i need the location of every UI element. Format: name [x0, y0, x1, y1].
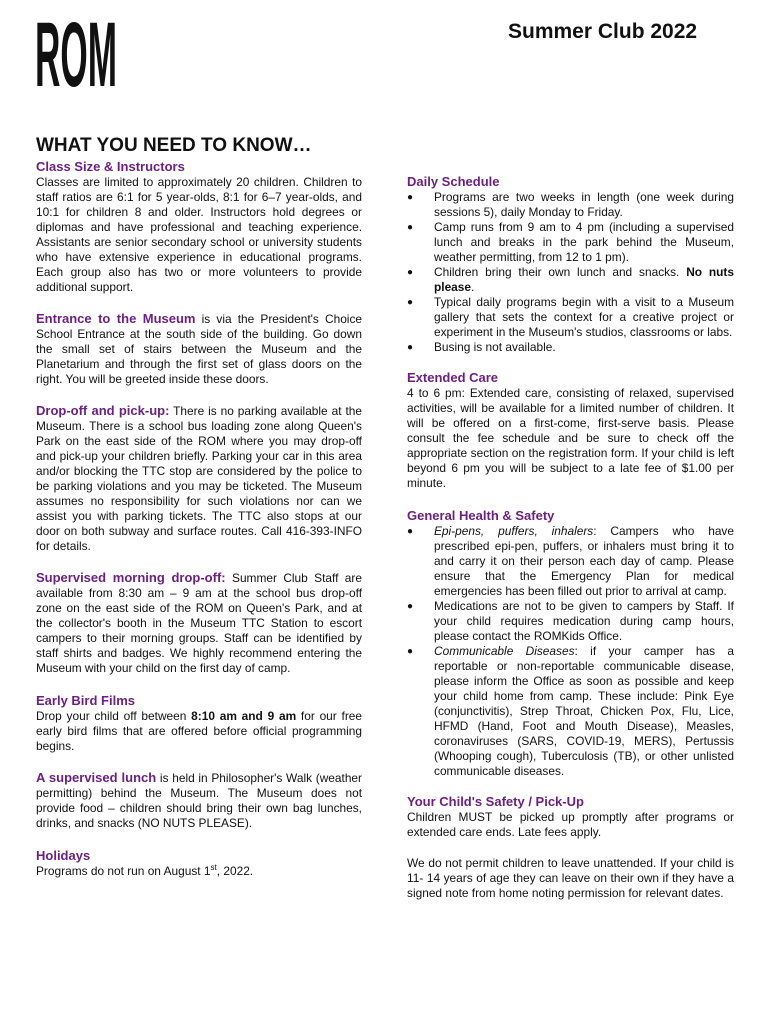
list-item-text: Programs are two weeks in length (one week during sessions 5), daily Monday to Friday. [434, 190, 734, 219]
child-safety-text-2: We do not permit children to leave unattended. If your child is 11- 14 years of age they can leave on their own if they have a signed note from home noting permission for relevant dates. [407, 856, 734, 900]
supervised-morning-lead: Supervised morning drop-off: [36, 570, 226, 585]
list-item [407, 340, 734, 355]
no-nuts-emphasis: No nuts please [434, 265, 734, 294]
list-item-label: Communicable Diseases [434, 644, 575, 658]
bullet-icon: ● [407, 526, 414, 537]
list-item [407, 265, 734, 295]
holidays-text [36, 864, 362, 879]
list-item [407, 524, 734, 599]
list-item [407, 220, 734, 265]
list-item [407, 190, 734, 220]
rom-logo [34, 4, 118, 106]
entrance-text: is via the President's Choice School Entrance at the south side of the building. Go down the small set of stairs between the Museum and the Planetarium and through the first set of glass doors on the right. You will be greeted inside these doors. [36, 312, 363, 386]
list-item-text: Typical daily programs begin with a visit to a Museum gallery that sets the context for a creative project or experiment in the Museum's studios, classrooms or labs. [434, 295, 734, 339]
early-bird-text [36, 709, 362, 754]
child-safety-text-1: Children MUST be picked up promptly after programs or extended care ends. Late fees apply. [407, 810, 734, 839]
list-item [407, 644, 734, 779]
section-heading-early-bird: Early Bird Films [36, 693, 135, 708]
document-title: Summer Club 2022 [508, 20, 698, 43]
entrance-paragraph [36, 311, 362, 387]
rom-logo-text: ROM [35, 4, 117, 106]
extended-care-text: 4 to 6 pm: Extended care, consisting of relaxed, supervised activities, will be available for a limited number of children. It will be offered on a first-come, first-serve basis. Please consult the fee schedule and be sure to check off the appropriate section on the registration form. If your child is left beyond 6 pm you will be subject to a late fee of $1.00 per minute. [407, 386, 734, 490]
section-heading-holidays: Holidays [36, 848, 91, 863]
list-item-text: Camp runs from 9 am to 4 pm (including a supervised lunch and breaks in the park behind the Museum, weather permitting, from 12 to 1 pm). [434, 220, 734, 264]
section-heading-child-safety: Your Child's Safety / Pick-Up [407, 794, 584, 809]
dropoff-lead: Drop-off and pick-up: [36, 403, 170, 418]
bullet-icon: ● [407, 297, 414, 308]
list-item-text: : Campers who have prescribed epi-pen, puffers, or inhalers must bring it to and carry it on their person each day of camp. Please ensure that the Emergency Plan for medical emergencies has been filled out prior to arrival at camp. [434, 524, 734, 598]
list-item-text: Children bring their own lunch and snacks. [434, 265, 687, 279]
entrance-lead: Entrance to the Museum [36, 311, 196, 326]
lunch-text: is held in Philosopher's Walk (weather permitting) behind the Museum. The Museum does not provide food – children should bring their own bag lunches, drinks, and snacks (NO NUTS PLEASE). [36, 771, 363, 830]
early-bird-time: 8:10 am and 9 am [191, 709, 297, 723]
holidays-text-post: , 2022. [216, 864, 254, 878]
bullet-icon: ● [407, 222, 414, 233]
bullet-icon: ● [407, 601, 414, 612]
list-item-tail: . [471, 280, 475, 294]
left-column [36, 158, 362, 879]
early-bird-text-post: for our free early bird films that are offered before official programming begins. [36, 709, 363, 753]
dropoff-text: There is no parking available at the Museum. There is a school bus loading zone along Queen's Park on the east side of the ROM where you may drop-off and pick-up your children briefly. Parking your car in this area and/or blocking the TTC stop are considered by the police to be parking violations and you may be ticketed. The Museum assumes no responsibility for such violations nor can we assist you with parking tickets. The TTC also stops at our door on both subway and surface routes. Call 416-393-INFO for details. [36, 404, 362, 553]
main-heading: WHAT YOU NEED TO KNOW… [36, 135, 312, 156]
list-item [407, 295, 734, 340]
bullet-icon: ● [407, 192, 414, 203]
bullet-icon: ● [407, 267, 414, 278]
right-column [407, 173, 734, 901]
lunch-lead: A supervised lunch [36, 770, 157, 785]
lunch-paragraph [36, 770, 362, 831]
health-safety-list [407, 524, 734, 779]
list-item-text: Busing is not available. [434, 340, 556, 354]
holidays-sup: st [210, 863, 217, 873]
bullet-icon: ● [407, 342, 414, 353]
holidays-text-pre: Programs do not run on August 1 [36, 864, 211, 878]
class-size-text: Classes are limited to approximately 20 children. Children to staff ratios are 6:1 for 5 year-olds, 8:1 for 6–7 year-olds, and 10:1 for children 8 and older. Instructors hold degrees or diplomas and have professional and teaching experience. Assistants are senior secondary school or university students who have extensive experience in educational programs. Each group also has two or more volunteers to provide additional support. [36, 175, 362, 294]
daily-schedule-list [407, 190, 734, 355]
bullet-icon: ● [407, 646, 414, 657]
section-heading-health-safety: General Health & Safety [407, 508, 555, 523]
list-item-text: Medications are not to be given to campers by Staff. If your child requires medication during camp hours, please contact the ROMKids Office. [434, 599, 734, 643]
list-item-text: : if your camper has a reportable or non-reportable communicable disease, please inform the Office as soon as possible and keep your child home from camp. These include: Pink Eye (conjunctivitis), Strep Throat, Chicken Pox, Flu, Lice, HFMD (Hand, Foot and Mouth Disease), Measles, coronaviruses (SARS, COVID-19, MERS), Pertussis (Whooping cough), Tuberculosis (TB), or other unlisted communicable diseases. [434, 644, 734, 778]
section-heading-extended-care: Extended Care [407, 370, 499, 385]
list-item-label: Epi-pens, puffers, inhalers [434, 524, 594, 538]
section-heading-class-size: Class Size & Instructors [36, 159, 185, 174]
section-heading-daily-schedule: Daily Schedule [407, 174, 500, 189]
dropoff-paragraph [36, 403, 362, 554]
supervised-morning-text: Summer Club Staff are available from 8:30 am – 9 am at the school bus drop-off zone on the east side of the ROM on Queen's Park, and at the collector's booth in the Museum TTC Station to escort campers to their morning groups. Staff can be identified by staff shirts and badges. We highly recommend entering the Museum with your child on the first day of camp. [36, 571, 362, 675]
list-item [407, 599, 734, 644]
early-bird-text-pre: Drop your child off between [36, 709, 192, 723]
supervised-morning-paragraph [36, 570, 362, 676]
